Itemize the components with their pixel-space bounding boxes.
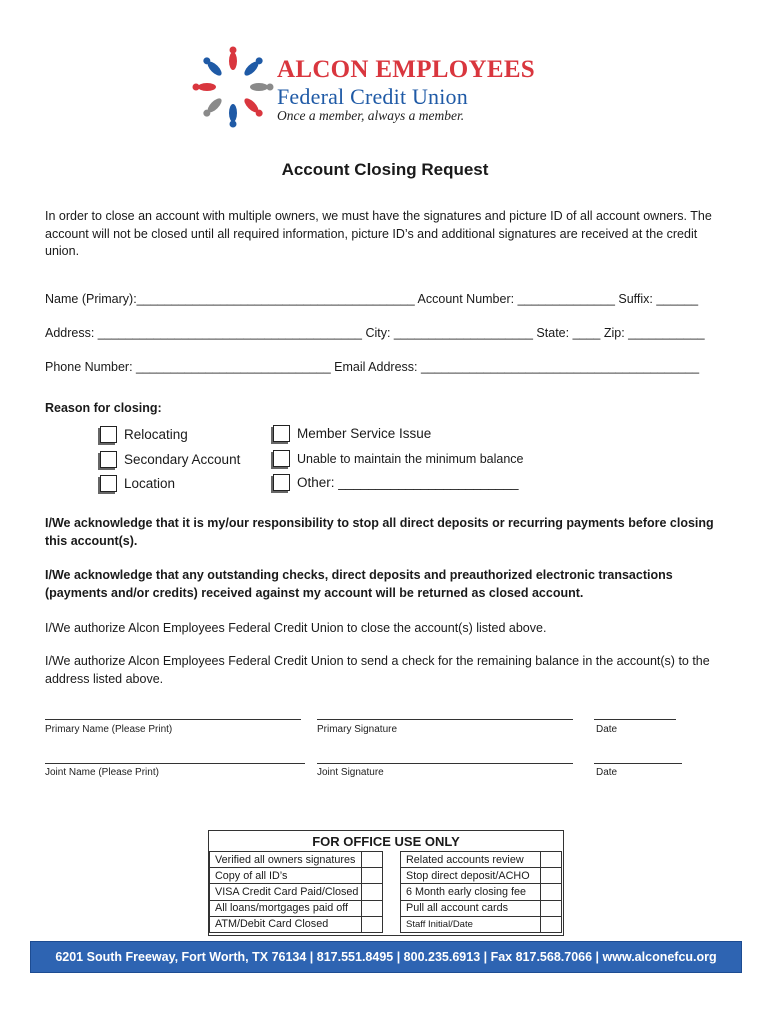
table-row bbox=[210, 916, 562, 932]
office-item: 6 Month early closing fee bbox=[401, 884, 541, 900]
checkbox[interactable] bbox=[100, 426, 117, 443]
acknowledgement-outstanding: I/We acknowledge that any outstanding checks, direct deposits and preauthorized electronic transactions (payments and/or credits) received against my account will be returned as closed account. bbox=[45, 568, 673, 600]
table-row bbox=[210, 900, 562, 916]
joint-signature-line[interactable] bbox=[317, 763, 573, 764]
authorization-check: I/We authorize Alcon Employees Federal Credit Union to send a check for the remaining balance in the account(s) to the address listed above. bbox=[45, 654, 710, 686]
page-title: Account Closing Request bbox=[281, 160, 489, 179]
address-field-row[interactable]: Address: ______________________________________ City: ____________________ State: ____ Zip: ___________ bbox=[45, 326, 705, 340]
reason-label: Location bbox=[124, 476, 176, 491]
checkbox[interactable] bbox=[273, 474, 290, 491]
office-item: Stop direct deposit/ACHO bbox=[401, 868, 541, 884]
checkbox[interactable] bbox=[273, 425, 290, 442]
office-item: All loans/mortgages paid off bbox=[210, 900, 362, 916]
office-check-cell[interactable] bbox=[541, 884, 562, 900]
office-item: ATM/Debit Card Closed bbox=[210, 916, 362, 932]
reason-label: Unable to maintain the minimum balance bbox=[297, 451, 524, 466]
reason-minimum-balance[interactable] bbox=[273, 450, 524, 467]
reason-heading: Reason for closing: bbox=[45, 401, 162, 415]
logo-tagline: Once a member, always a member. bbox=[277, 108, 465, 123]
reason-label: Member Service Issue bbox=[297, 426, 432, 441]
acknowledgement-deposits: I/We acknowledge that it is my/our responsibility to stop all direct deposits or recurring payments before closing this account(s). bbox=[45, 516, 714, 548]
checkbox[interactable] bbox=[100, 475, 117, 492]
date-label-1: Date bbox=[596, 724, 618, 735]
office-check-cell[interactable] bbox=[541, 852, 562, 868]
office-check-cell[interactable] bbox=[362, 852, 383, 868]
primary-name-line[interactable] bbox=[45, 719, 301, 720]
table-row bbox=[210, 852, 562, 868]
name-account-field-row[interactable]: Name (Primary):________________________________________ Account Number: ______________ Suffix: ______ bbox=[45, 292, 699, 306]
office-item: Pull all account cards bbox=[401, 900, 541, 916]
office-item: Copy of all ID’s bbox=[210, 868, 362, 884]
date-line-2[interactable] bbox=[594, 763, 682, 764]
office-item: VISA Credit Card Paid/Closed bbox=[210, 884, 362, 900]
reason-member-service-issue[interactable] bbox=[273, 425, 431, 442]
office-check-cell[interactable] bbox=[541, 868, 562, 884]
reason-location[interactable] bbox=[100, 475, 175, 492]
office-item: Staff Initial/Date bbox=[401, 916, 541, 932]
office-check-cell[interactable] bbox=[362, 916, 383, 932]
primary-signature-line[interactable] bbox=[317, 719, 573, 720]
office-check-cell[interactable] bbox=[362, 868, 383, 884]
date-label-2: Date bbox=[596, 767, 618, 778]
office-check-cell[interactable] bbox=[362, 884, 383, 900]
reason-secondary-account[interactable] bbox=[100, 451, 240, 468]
office-use-box bbox=[208, 830, 564, 936]
reason-label: Other: ________________________ bbox=[297, 475, 519, 490]
joint-signature-label: Joint Signature bbox=[317, 767, 384, 778]
intro-paragraph: In order to close an account with multiple owners, we must have the signatures and picture ID of all account owners. The account will not be closed until all required information, picture ID’s and additional signatures are received at the credit union. bbox=[45, 209, 712, 258]
reason-relocating[interactable] bbox=[100, 426, 188, 443]
table-row bbox=[210, 884, 562, 900]
office-item: Related accounts review bbox=[401, 852, 541, 868]
primary-signature-label: Primary Signature bbox=[317, 724, 398, 735]
joint-name-line[interactable] bbox=[45, 763, 305, 764]
reason-label: Secondary Account bbox=[124, 452, 241, 467]
phone-email-field-row[interactable]: Phone Number: ____________________________ Email Address: ________________________________________ bbox=[45, 360, 700, 374]
office-item: Verified all owners signatures bbox=[210, 852, 362, 868]
primary-name-label: Primary Name (Please Print) bbox=[45, 724, 173, 735]
joint-name-label: Joint Name (Please Print) bbox=[45, 767, 159, 778]
logo-mark-icon bbox=[192, 46, 274, 128]
authorization-close: I/We authorize Alcon Employees Federal Credit Union to close the account(s) listed above. bbox=[45, 621, 547, 635]
office-check-cell[interactable] bbox=[541, 916, 562, 932]
office-check-cell[interactable] bbox=[362, 900, 383, 916]
checkbox[interactable] bbox=[100, 451, 117, 468]
office-use-title: FOR OFFICE USE ONLY bbox=[312, 834, 460, 849]
table-row bbox=[210, 868, 562, 884]
reason-other[interactable] bbox=[273, 474, 518, 491]
date-line-1[interactable] bbox=[594, 719, 676, 720]
reason-label: Relocating bbox=[124, 427, 188, 442]
office-check-cell[interactable] bbox=[541, 900, 562, 916]
logo-subname: Federal Credit Union bbox=[277, 84, 468, 109]
office-use-table bbox=[209, 851, 562, 933]
checkbox[interactable] bbox=[273, 450, 290, 467]
logo-name: ALCON EMPLOYEES bbox=[277, 56, 536, 83]
footer-contact-bar: 6201 South Freeway, Fort Worth, TX 76134 | 817.551.8495 | 800.235.6913 | Fax 817.568.7066 | www.alconefcu.org bbox=[30, 941, 742, 973]
